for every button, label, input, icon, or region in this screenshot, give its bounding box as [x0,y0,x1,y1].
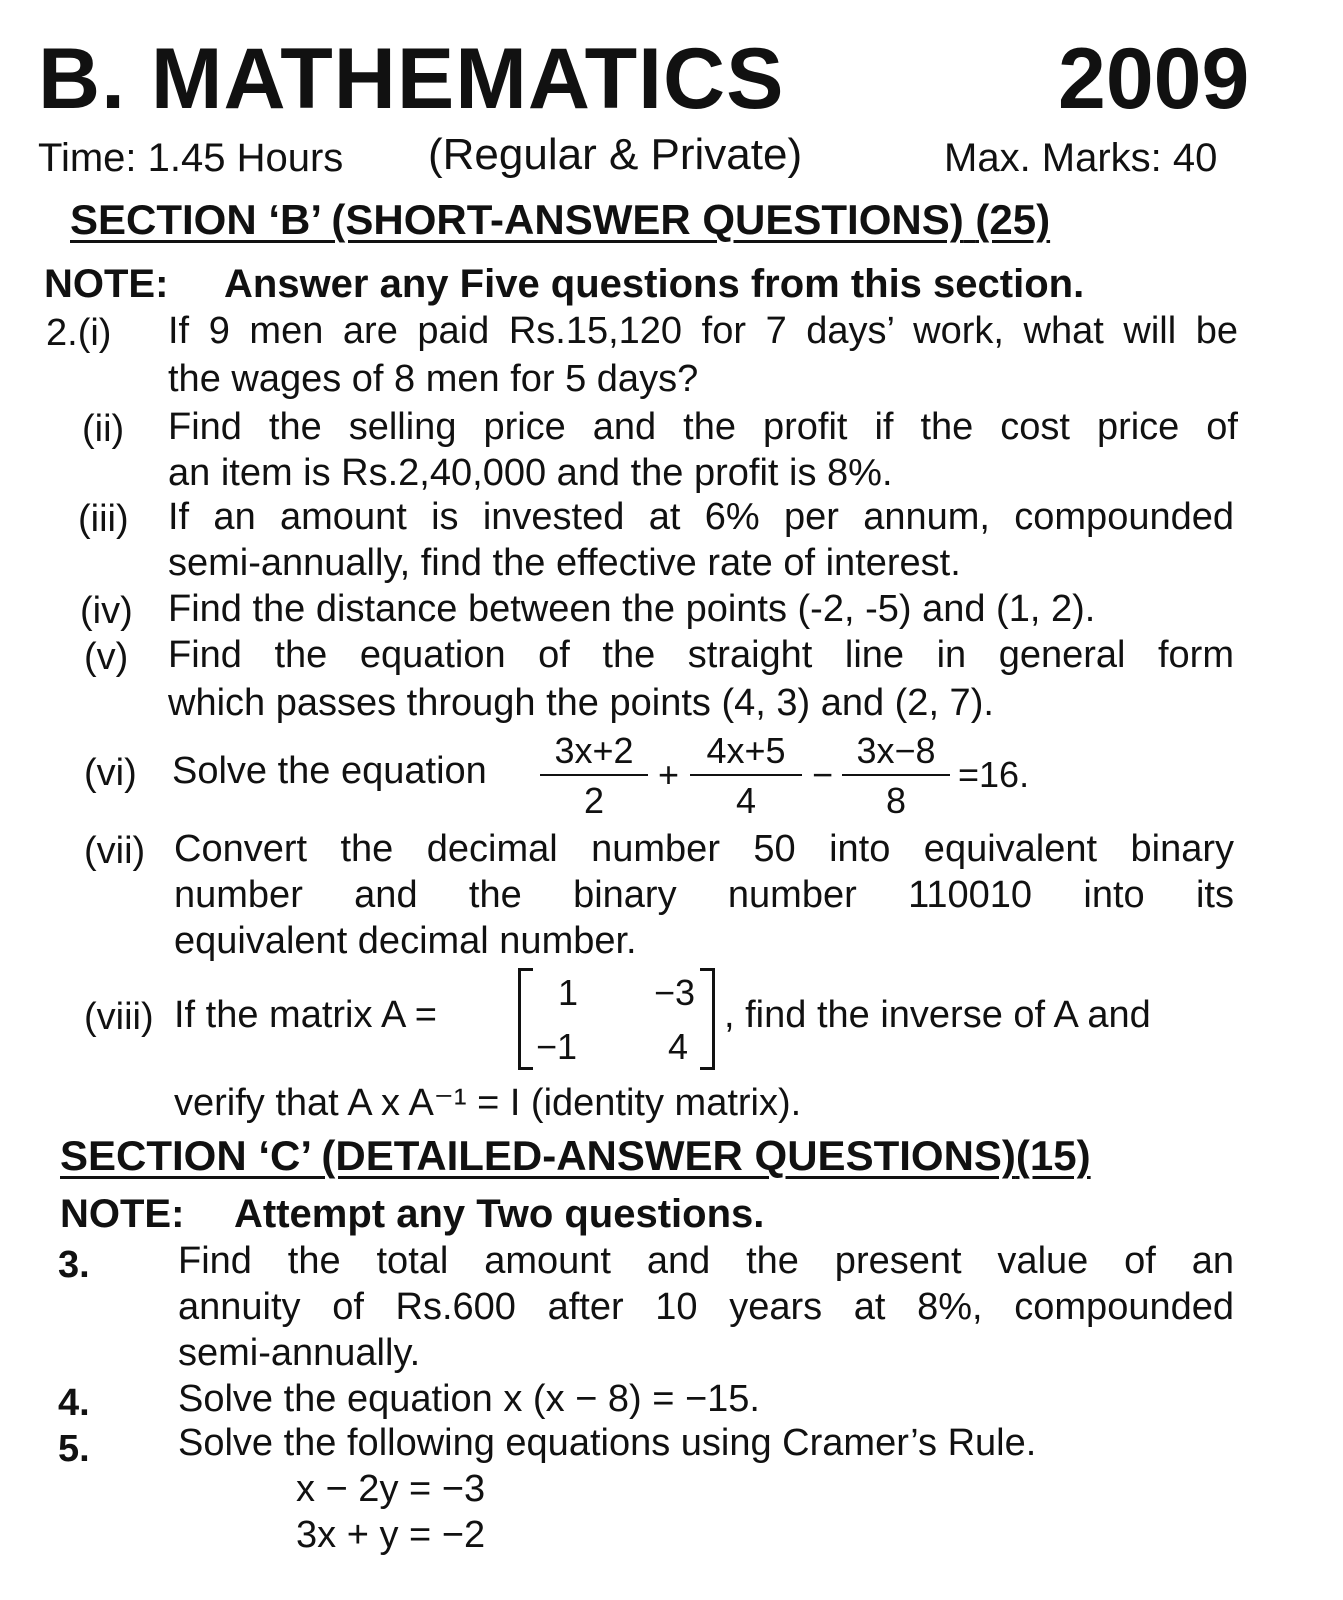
question-number: (viii) [84,996,154,1038]
section-c-note [60,1192,764,1237]
matrix-cell: 1 [558,972,579,1013]
paper-year: 2009 [1058,31,1250,127]
question-line: Find the total amount and the present value of an [178,1240,1234,1282]
question-number: (ii) [82,408,125,450]
question-line: If an amount is invested at 6% per annum, compounded [168,496,1234,538]
question-number: 5. [58,1428,90,1470]
question-line: Convert the decimal number 50 into equivalent binary [174,828,1234,870]
question-line: Find the distance between the points (-2, -5) and (1, 2). [168,588,1096,630]
matrix-cell: 4 [668,1026,689,1067]
section-b-heading [70,196,1050,244]
section-b-title: SECTION ‘B’ (SHORT-ANSWER QUESTIONS) [70,196,964,243]
question-line: Find the equation of the straight line in general form [168,634,1234,676]
question-number: (vii) [84,830,146,872]
question-line: the wages of 8 men for 5 days? [168,358,699,400]
question-line: an item is Rs.2,40,000 and the profit is 8%. [168,452,893,494]
question-line: , find the inverse of A and [724,994,1151,1036]
note-label: NOTE: [60,1192,185,1236]
equation-rhs: =16. [958,754,1030,795]
question-number: (vi) [84,752,137,794]
note-text: Answer any Five questions from this section. [224,262,1085,306]
section-c-title: SECTION ‘C’ (DETAILED-ANSWER QUESTIONS) [60,1132,1016,1179]
question-line: If the matrix A = [174,994,437,1036]
question-line: If 9 men are paid Rs.15,120 for 7 days’ work, what will be [168,310,1238,352]
fraction-numerator: 4x+5 [690,730,802,776]
question-line: Solve the equation x (x − 8) = −15. [178,1378,760,1420]
question-line: verify that A x A⁻¹ = I (identity matrix). [174,1082,802,1124]
section-c-heading [60,1132,1091,1180]
equation-line: 3x + y = −2 [296,1514,486,1556]
question-number: (v) [84,636,129,678]
fraction-numerator: 3x−8 [842,730,950,776]
paper-title: B. MATHEMATICS [38,31,785,127]
minus-operator: − [812,754,834,795]
exam-mode: (Regular & Private) [428,130,803,179]
section-c-marks: (15) [1015,1132,1091,1179]
question-number: 2.(i) [46,312,112,354]
question-line: Solve the equation [172,750,487,792]
question-number: 3. [58,1244,90,1286]
matrix-right-bracket [700,968,715,1070]
fraction-numerator: 3x+2 [540,730,648,776]
question-line: number and the binary number 110010 into its [174,874,1234,916]
fraction-denominator: 8 [885,780,907,821]
question-line: equivalent decimal number. [174,920,637,962]
question-line: annuity of Rs.600 after 10 years at 8%, compounded [178,1286,1234,1328]
question-line: semi-annually, find the effective rate of interest. [168,542,961,584]
plus-operator: + [658,754,680,795]
fraction-denominator: 2 [583,780,605,821]
matrix-cell: −1 [536,1026,578,1067]
question-line: which passes through the points (4, 3) and (2, 7). [168,682,994,724]
fraction-denominator: 4 [735,780,757,821]
question-line: semi-annually. [178,1332,421,1374]
matrix-left-bracket [518,968,533,1070]
question-line: Solve the following equations using Cramer’s Rule. [178,1422,1037,1464]
matrix-cell: −3 [654,972,696,1013]
question-number: (iii) [78,498,129,540]
equation-line: x − 2y = −3 [296,1468,486,1510]
max-marks: Max. Marks: 40 [944,136,1218,180]
note-text: Attempt any Two questions. [234,1192,765,1236]
fraction-2 [690,730,802,822]
question-line: Find the selling price and the profit if the cost price of [168,406,1238,448]
section-b-note [44,262,1084,307]
note-label: NOTE: [44,262,169,306]
question-number: (iv) [80,590,133,632]
fraction-1 [540,730,648,822]
fraction-3 [842,730,950,822]
time-allowed: Time: 1.45 Hours [38,136,344,180]
question-number: 4. [58,1382,90,1424]
section-b-marks: (25) [975,196,1051,243]
